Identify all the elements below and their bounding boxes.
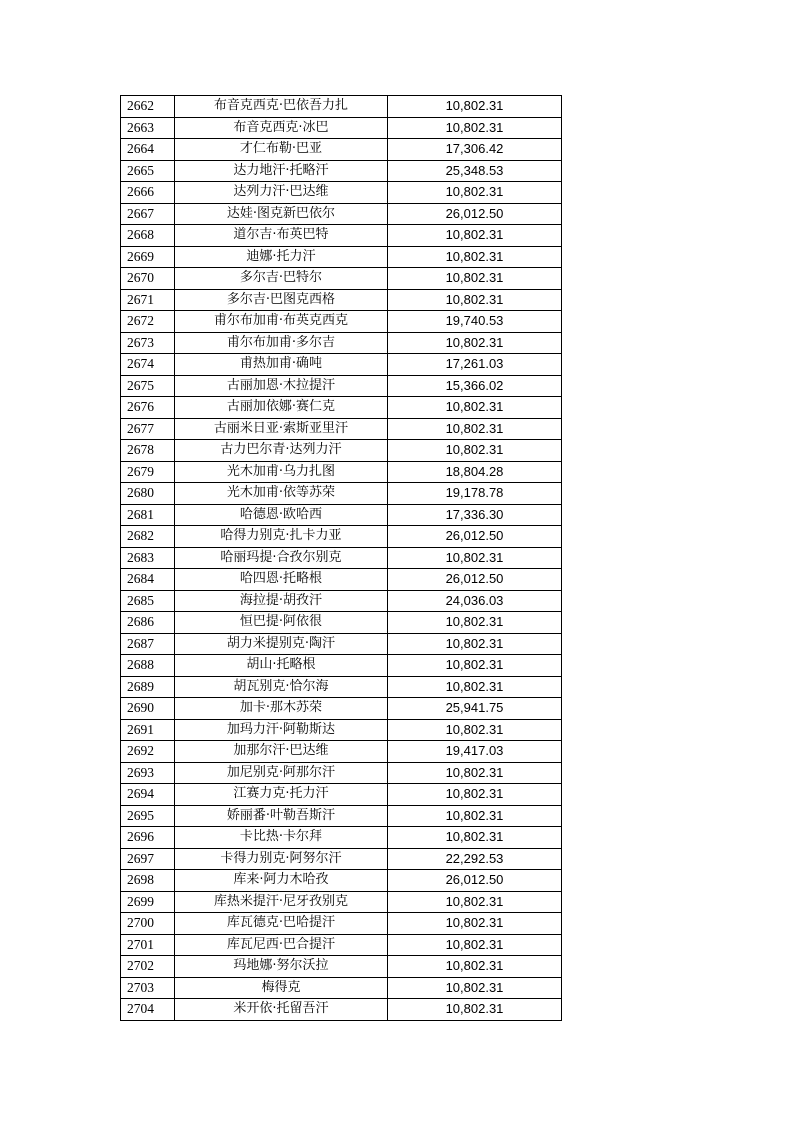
name-cell: 卡得力别克·阿努尔汗 bbox=[175, 848, 388, 870]
row-id-cell: 2683 bbox=[121, 547, 175, 569]
table-row bbox=[121, 311, 562, 333]
table-row bbox=[121, 633, 562, 655]
name-cell: 甫尔布加甫·多尔吉 bbox=[175, 332, 388, 354]
table-row bbox=[121, 440, 562, 462]
name-cell: 库来·阿力木哈孜 bbox=[175, 870, 388, 892]
name-cell: 迪娜·托力汗 bbox=[175, 246, 388, 268]
row-id-cell: 2663 bbox=[121, 117, 175, 139]
row-id-cell: 2671 bbox=[121, 289, 175, 311]
amount-cell: 24,036.03 bbox=[388, 590, 562, 612]
row-id-cell: 2682 bbox=[121, 526, 175, 548]
table-row bbox=[121, 182, 562, 204]
row-id-cell: 2699 bbox=[121, 891, 175, 913]
amount-cell: 10,802.31 bbox=[388, 633, 562, 655]
row-id-cell: 2675 bbox=[121, 375, 175, 397]
table-row bbox=[121, 526, 562, 548]
row-id-cell: 2692 bbox=[121, 741, 175, 763]
row-id-cell: 2685 bbox=[121, 590, 175, 612]
amount-cell: 10,802.31 bbox=[388, 612, 562, 634]
row-id-cell: 2673 bbox=[121, 332, 175, 354]
name-cell: 加那尔汗·巴达维 bbox=[175, 741, 388, 763]
name-cell: 光木加甫·乌力扎图 bbox=[175, 461, 388, 483]
name-cell: 梅得克 bbox=[175, 977, 388, 999]
name-cell: 古力巴尔青·达列力汗 bbox=[175, 440, 388, 462]
amount-cell: 10,802.31 bbox=[388, 397, 562, 419]
name-cell: 加玛力汗·阿勒斯达 bbox=[175, 719, 388, 741]
amount-cell: 17,306.42 bbox=[388, 139, 562, 161]
name-cell: 甫热加甫·确吨 bbox=[175, 354, 388, 376]
name-cell: 娇丽番·叶勒吾斯汗 bbox=[175, 805, 388, 827]
name-cell: 玛地娜·努尔沃拉 bbox=[175, 956, 388, 978]
name-cell: 卡比热·卡尔拜 bbox=[175, 827, 388, 849]
row-id-cell: 2672 bbox=[121, 311, 175, 333]
row-id-cell: 2698 bbox=[121, 870, 175, 892]
name-cell: 胡山·托略根 bbox=[175, 655, 388, 677]
amount-cell: 10,802.31 bbox=[388, 289, 562, 311]
amount-cell: 10,802.31 bbox=[388, 96, 562, 118]
name-cell: 库瓦德克·巴哈提汗 bbox=[175, 913, 388, 935]
amount-cell: 10,802.31 bbox=[388, 676, 562, 698]
table-row bbox=[121, 569, 562, 591]
table-row bbox=[121, 934, 562, 956]
amount-cell: 19,178.78 bbox=[388, 483, 562, 505]
amount-cell: 10,802.31 bbox=[388, 999, 562, 1021]
name-cell: 达力地汗·托略汗 bbox=[175, 160, 388, 182]
table-row bbox=[121, 848, 562, 870]
amount-cell: 19,417.03 bbox=[388, 741, 562, 763]
row-id-cell: 2674 bbox=[121, 354, 175, 376]
row-id-cell: 2680 bbox=[121, 483, 175, 505]
row-id-cell: 2697 bbox=[121, 848, 175, 870]
amount-cell: 22,292.53 bbox=[388, 848, 562, 870]
row-id-cell: 2691 bbox=[121, 719, 175, 741]
row-id-cell: 2662 bbox=[121, 96, 175, 118]
table-row bbox=[121, 203, 562, 225]
row-id-cell: 2704 bbox=[121, 999, 175, 1021]
row-id-cell: 2665 bbox=[121, 160, 175, 182]
table-row bbox=[121, 956, 562, 978]
row-id-cell: 2688 bbox=[121, 655, 175, 677]
amount-cell: 26,012.50 bbox=[388, 203, 562, 225]
name-cell: 加尼别克·阿那尔汗 bbox=[175, 762, 388, 784]
amount-cell: 15,366.02 bbox=[388, 375, 562, 397]
table-row bbox=[121, 784, 562, 806]
table-row bbox=[121, 246, 562, 268]
name-cell: 库瓦尼西·巴合提汗 bbox=[175, 934, 388, 956]
row-id-cell: 2679 bbox=[121, 461, 175, 483]
name-cell: 加卡·那木苏荣 bbox=[175, 698, 388, 720]
name-cell: 库热米提汗·尼牙孜别克 bbox=[175, 891, 388, 913]
table-row bbox=[121, 354, 562, 376]
table-row bbox=[121, 655, 562, 677]
name-cell: 米开依·托留吾汗 bbox=[175, 999, 388, 1021]
row-id-cell: 2703 bbox=[121, 977, 175, 999]
row-id-cell: 2664 bbox=[121, 139, 175, 161]
table-row bbox=[121, 117, 562, 139]
table-row bbox=[121, 418, 562, 440]
row-id-cell: 2686 bbox=[121, 612, 175, 634]
name-cell: 多尔吉·巴图克西格 bbox=[175, 289, 388, 311]
table-row bbox=[121, 913, 562, 935]
table-row bbox=[121, 870, 562, 892]
name-cell: 古丽米日亚·索斯亚里汗 bbox=[175, 418, 388, 440]
row-id-cell: 2689 bbox=[121, 676, 175, 698]
name-cell: 哈丽玛提·合孜尔别克 bbox=[175, 547, 388, 569]
table-row bbox=[121, 397, 562, 419]
amount-cell: 25,348.53 bbox=[388, 160, 562, 182]
name-cell: 恒巴提·阿依很 bbox=[175, 612, 388, 634]
amount-cell: 10,802.31 bbox=[388, 956, 562, 978]
table-row bbox=[121, 805, 562, 827]
data-table bbox=[120, 95, 562, 1021]
amount-cell: 10,802.31 bbox=[388, 117, 562, 139]
name-cell: 哈四恩·托略根 bbox=[175, 569, 388, 591]
amount-cell: 26,012.50 bbox=[388, 526, 562, 548]
row-id-cell: 2669 bbox=[121, 246, 175, 268]
amount-cell: 10,802.31 bbox=[388, 268, 562, 290]
table-row bbox=[121, 977, 562, 999]
row-id-cell: 2687 bbox=[121, 633, 175, 655]
name-cell: 胡瓦别克·恰尔海 bbox=[175, 676, 388, 698]
table-row bbox=[121, 891, 562, 913]
amount-cell: 10,802.31 bbox=[388, 719, 562, 741]
name-cell: 江赛力克·托力汗 bbox=[175, 784, 388, 806]
name-cell: 甫尔布加甫·布英克西克 bbox=[175, 311, 388, 333]
row-id-cell: 2701 bbox=[121, 934, 175, 956]
row-id-cell: 2670 bbox=[121, 268, 175, 290]
table-row bbox=[121, 827, 562, 849]
amount-cell: 17,261.03 bbox=[388, 354, 562, 376]
amount-cell: 10,802.31 bbox=[388, 805, 562, 827]
amount-cell: 26,012.50 bbox=[388, 569, 562, 591]
name-cell: 达娃·图克新巴依尔 bbox=[175, 203, 388, 225]
amount-cell: 10,802.31 bbox=[388, 225, 562, 247]
table-row bbox=[121, 461, 562, 483]
table-row bbox=[121, 268, 562, 290]
row-id-cell: 2677 bbox=[121, 418, 175, 440]
row-id-cell: 2667 bbox=[121, 203, 175, 225]
row-id-cell: 2700 bbox=[121, 913, 175, 935]
name-cell: 古丽加恩·木拉提汗 bbox=[175, 375, 388, 397]
amount-cell: 10,802.31 bbox=[388, 440, 562, 462]
name-cell: 达列力汗·巴达维 bbox=[175, 182, 388, 204]
table-body bbox=[121, 96, 562, 1021]
table-row bbox=[121, 96, 562, 118]
table-row bbox=[121, 139, 562, 161]
table-row bbox=[121, 504, 562, 526]
row-id-cell: 2681 bbox=[121, 504, 175, 526]
amount-cell: 17,336.30 bbox=[388, 504, 562, 526]
row-id-cell: 2702 bbox=[121, 956, 175, 978]
name-cell: 光木加甫·依等苏荣 bbox=[175, 483, 388, 505]
table-row bbox=[121, 289, 562, 311]
amount-cell: 10,802.31 bbox=[388, 977, 562, 999]
amount-cell: 18,804.28 bbox=[388, 461, 562, 483]
row-id-cell: 2666 bbox=[121, 182, 175, 204]
amount-cell: 26,012.50 bbox=[388, 870, 562, 892]
amount-cell: 10,802.31 bbox=[388, 182, 562, 204]
amount-cell: 10,802.31 bbox=[388, 547, 562, 569]
name-cell: 布音克西克·冰巴 bbox=[175, 117, 388, 139]
amount-cell: 19,740.53 bbox=[388, 311, 562, 333]
table-row bbox=[121, 741, 562, 763]
name-cell: 多尔吉·巴特尔 bbox=[175, 268, 388, 290]
table-row bbox=[121, 483, 562, 505]
table-row bbox=[121, 590, 562, 612]
row-id-cell: 2678 bbox=[121, 440, 175, 462]
name-cell: 哈德恩·欧哈西 bbox=[175, 504, 388, 526]
table-row bbox=[121, 999, 562, 1021]
amount-cell: 10,802.31 bbox=[388, 418, 562, 440]
row-id-cell: 2693 bbox=[121, 762, 175, 784]
amount-cell: 10,802.31 bbox=[388, 655, 562, 677]
table-row bbox=[121, 719, 562, 741]
name-cell: 胡力米提别克·陶汗 bbox=[175, 633, 388, 655]
amount-cell: 10,802.31 bbox=[388, 891, 562, 913]
table-row bbox=[121, 375, 562, 397]
amount-cell: 10,802.31 bbox=[388, 934, 562, 956]
name-cell: 布音克西克·巴依吾力扎 bbox=[175, 96, 388, 118]
table-row bbox=[121, 698, 562, 720]
table-row bbox=[121, 160, 562, 182]
name-cell: 才仁布勒·巴亚 bbox=[175, 139, 388, 161]
amount-cell: 10,802.31 bbox=[388, 784, 562, 806]
name-cell: 道尔吉·布英巴特 bbox=[175, 225, 388, 247]
row-id-cell: 2668 bbox=[121, 225, 175, 247]
table-row bbox=[121, 332, 562, 354]
name-cell: 哈得力别克·扎卡力亚 bbox=[175, 526, 388, 548]
table-row bbox=[121, 225, 562, 247]
row-id-cell: 2695 bbox=[121, 805, 175, 827]
amount-cell: 10,802.31 bbox=[388, 332, 562, 354]
row-id-cell: 2690 bbox=[121, 698, 175, 720]
amount-cell: 10,802.31 bbox=[388, 827, 562, 849]
row-id-cell: 2696 bbox=[121, 827, 175, 849]
row-id-cell: 2684 bbox=[121, 569, 175, 591]
table-row bbox=[121, 762, 562, 784]
name-cell: 海拉提·胡孜汗 bbox=[175, 590, 388, 612]
amount-cell: 10,802.31 bbox=[388, 762, 562, 784]
amount-cell: 10,802.31 bbox=[388, 246, 562, 268]
name-cell: 古丽加依娜·赛仁克 bbox=[175, 397, 388, 419]
amount-cell: 25,941.75 bbox=[388, 698, 562, 720]
table-row bbox=[121, 612, 562, 634]
table-row bbox=[121, 676, 562, 698]
table-row bbox=[121, 547, 562, 569]
amount-cell: 10,802.31 bbox=[388, 913, 562, 935]
row-id-cell: 2694 bbox=[121, 784, 175, 806]
row-id-cell: 2676 bbox=[121, 397, 175, 419]
